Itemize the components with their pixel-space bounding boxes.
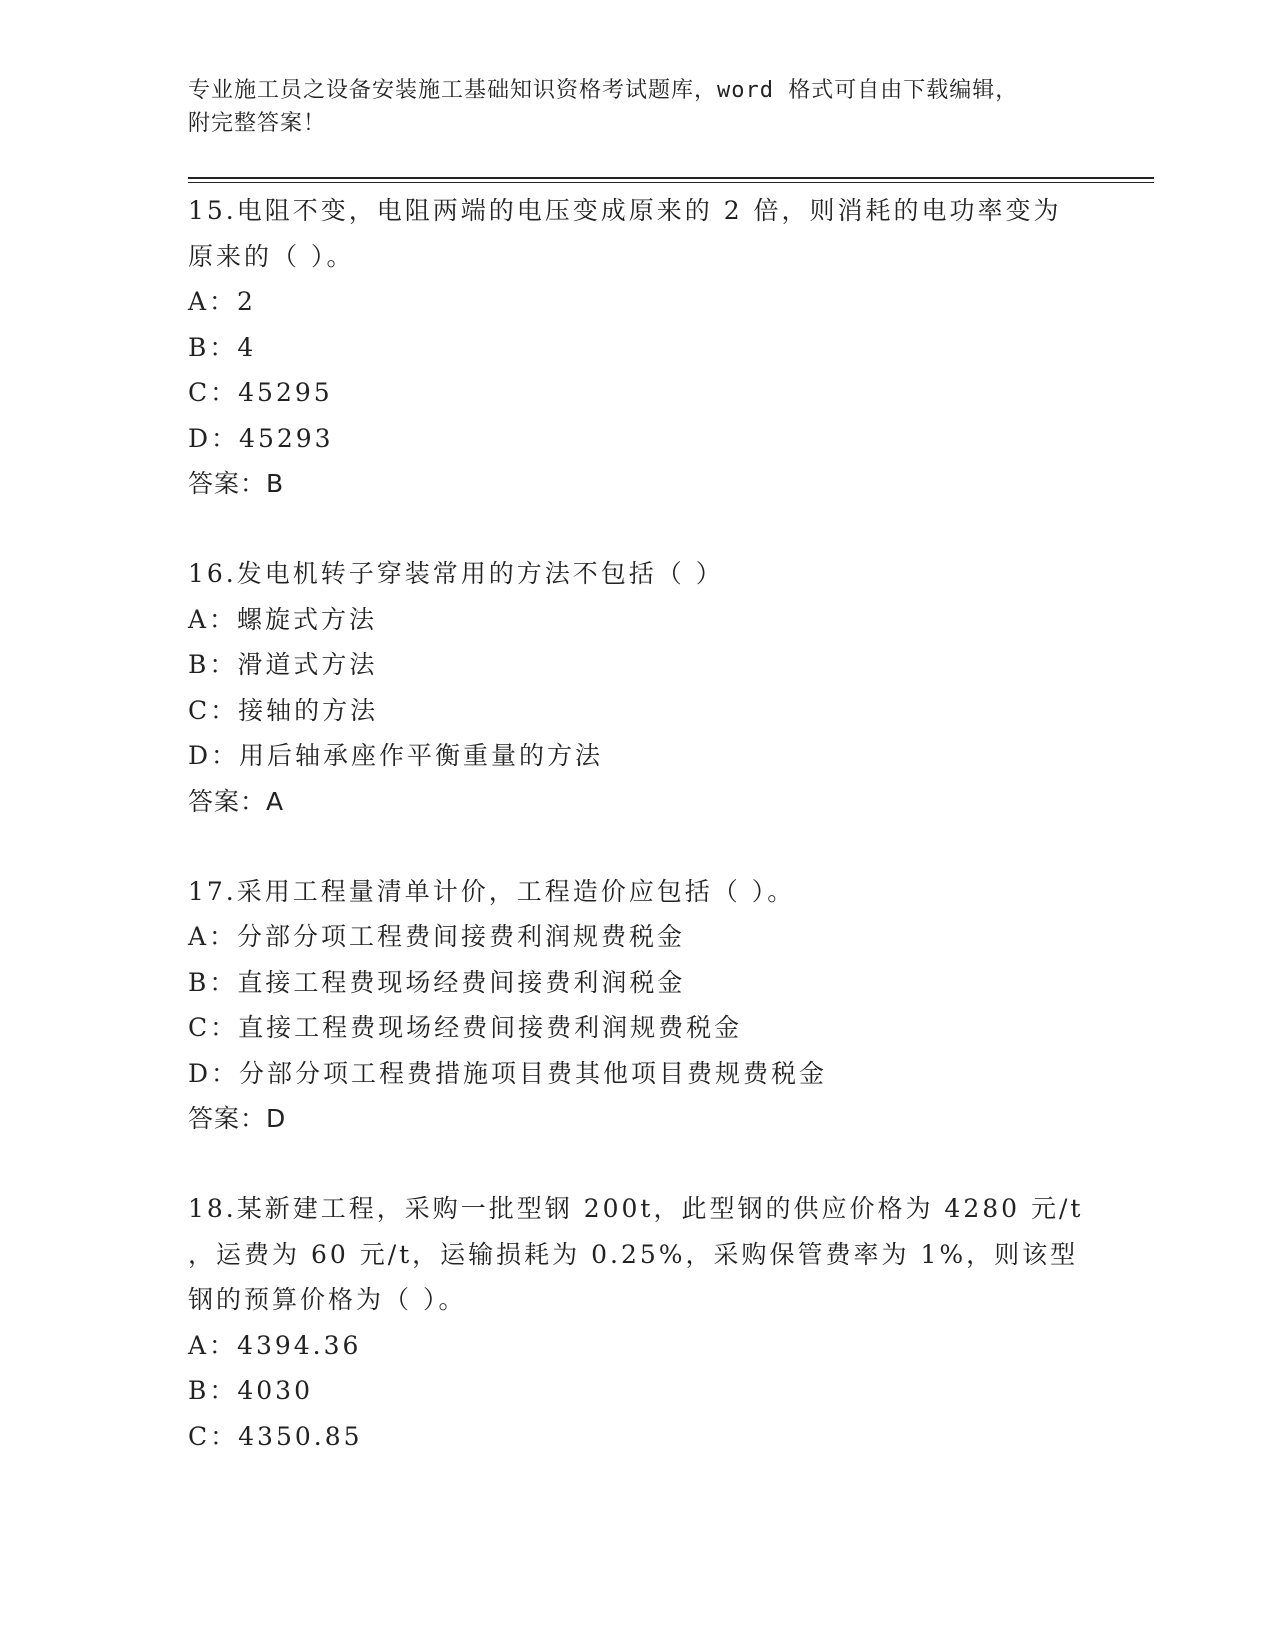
- option-a: A：4394.36: [188, 1330, 362, 1360]
- option-b: B：直接工程费现场经费间接费利润税金: [188, 967, 686, 997]
- option-d: D：分部分项工程费措施项目费其他项目费规费税金: [188, 1058, 828, 1088]
- answer-label: 答案：D: [188, 1104, 287, 1133]
- spacer: [188, 824, 1088, 869]
- option-a: A：2: [188, 287, 256, 316]
- option-c: C：45295: [188, 378, 333, 407]
- answer-label: 答案：B: [188, 469, 285, 498]
- header-divider-thick: [188, 177, 1154, 179]
- header-line-2: 附完整答案！: [188, 111, 327, 136]
- option-a: A：螺旋式方法: [188, 604, 378, 634]
- option-a: A：分部分项工程费间接费利润规费税金: [188, 922, 686, 951]
- header-divider-thin: [188, 182, 1154, 183]
- question-text: 钢的预算价格为（ ）。: [188, 1285, 467, 1314]
- option-b: B：4: [188, 332, 257, 362]
- option-d: D：45293: [188, 423, 334, 453]
- question-text: 18.某新建工程，采购一批型钢 200t，此型钢的供应价格为 4280 元/t: [188, 1194, 1084, 1223]
- question-text: 17.采用工程量清单计价，工程造价应包括（ ）。: [188, 876, 796, 906]
- question-text: ，运费为 60 元/t，运输损耗为 0.25%，采购保管费率为 1%，则该型: [188, 1239, 1079, 1269]
- question-16: [188, 551, 1088, 824]
- question-list: [188, 188, 1088, 1459]
- question-text: 原来的（ ）。: [188, 241, 355, 271]
- option-b: B：滑道式方法: [188, 650, 378, 679]
- spacer: [188, 1141, 1088, 1186]
- option-d: D：用后轴承座作平衡重量的方法: [188, 741, 604, 770]
- answer-label: 答案：A: [188, 786, 285, 816]
- header-line-1: 专业施工员之设备安装施工基础知识资格考试题库，word 格式可自由下载编辑，: [188, 78, 1019, 103]
- option-c: C：直接工程费现场经费间接费利润规费税金: [188, 1013, 743, 1042]
- document-header: [188, 74, 1088, 140]
- question-text: 15.电阻不变，电阻两端的电压变成原来的 2 倍，则消耗的电功率变为: [188, 196, 1062, 225]
- question-text: 16.发电机转子穿装常用的方法不包括（ ）: [188, 559, 724, 588]
- question-15: [188, 188, 1088, 506]
- question-18: [188, 1186, 1088, 1459]
- spacer: [188, 506, 1088, 551]
- option-b: B：4030: [188, 1376, 313, 1405]
- option-c: C：4350.85: [188, 1421, 363, 1451]
- option-c: C：接轴的方法: [188, 695, 379, 725]
- question-17: [188, 869, 1088, 1142]
